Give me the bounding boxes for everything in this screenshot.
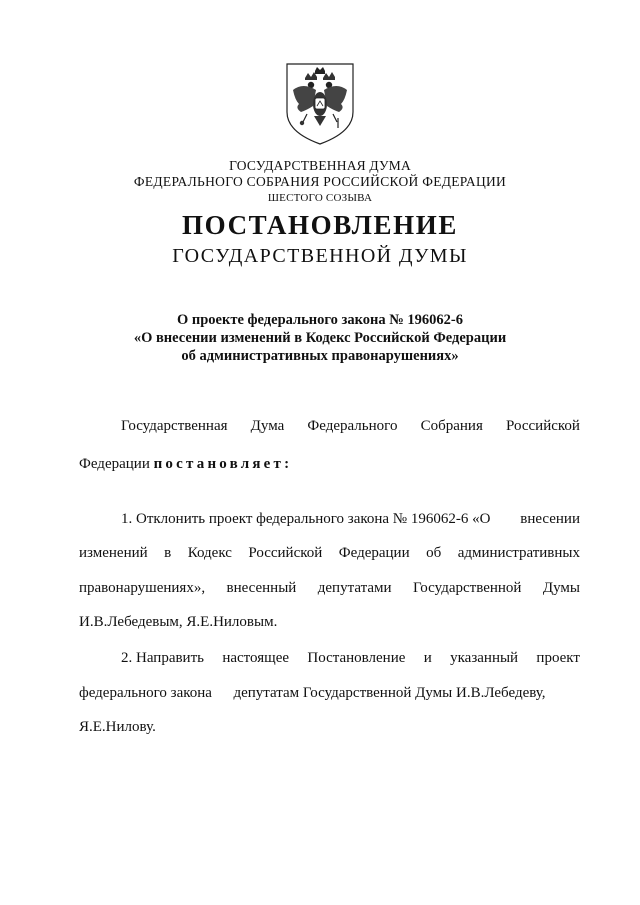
item1-word: административных [457, 545, 580, 561]
document-type-title: ПОСТАНОВЛЕНИЕ [182, 210, 458, 240]
item1-word: Думы [542, 580, 580, 596]
header-line-duma: ГОСУДАРСТВЕННАЯ ДУМА [229, 158, 411, 173]
item2-word: Постановление [307, 650, 406, 666]
preamble-word: Российской [506, 418, 580, 434]
preamble-word: Федерации [79, 456, 150, 472]
item2-word: указанный [450, 650, 519, 666]
preamble-line-1 [121, 418, 580, 435]
subject-line-2: «О внесении изменений в Кодекс Российской Федерации [133, 330, 507, 346]
item1-line-2 [79, 545, 580, 562]
item1-word: в [164, 545, 172, 561]
item2-text: федерального закона [79, 685, 212, 701]
subject-line-1: О проекте федерального закона № 196062-6 [176, 312, 464, 328]
item2-word: и [423, 650, 432, 666]
item1-word: Федерации [338, 545, 410, 561]
item1-text: внесении [520, 511, 580, 527]
preamble-line-2 [79, 456, 292, 473]
header-line-convocation: ШЕСТОГО СОЗЫВА [267, 192, 373, 204]
item1-word: правонарушениях», [79, 580, 206, 596]
item2-word: проект [536, 650, 580, 666]
preamble-word: Государственная [121, 418, 228, 434]
item2-line-1 [121, 650, 580, 667]
decree-word: постановляет: [153, 456, 293, 472]
item1-word: изменений [79, 545, 148, 561]
header-line-federal-assembly: ФЕДЕРАЛЬНОГО СОБРАНИЯ РОССИЙСКОЙ ФЕДЕРАЦИИ [133, 174, 507, 189]
subject-line-3: об административных правонарушениях» [181, 348, 459, 364]
item2-word: настоящее [222, 650, 290, 666]
item1-word: депутатами [317, 580, 392, 596]
item1-line-4: И.В.Лебедевым, Я.Е.Ниловым. [79, 614, 278, 630]
item1-word: Государственной [412, 580, 522, 596]
item1-line-1 [121, 511, 580, 528]
item1-word: Российской [248, 545, 323, 561]
document-issuer: ГОСУДАРСТВЕННОЙ ДУМЫ [172, 245, 468, 267]
item1-word: об [426, 545, 442, 561]
item2-word: 2. Направить [121, 650, 204, 666]
item2-line-3: Я.Е.Нилову. [79, 719, 156, 735]
coat-of-arms-icon [283, 60, 357, 148]
item1-text: 1. Отклонить проект федерального закона № 196062-6 «О [121, 511, 491, 527]
item1-line-3 [79, 580, 580, 597]
preamble-word: Дума [250, 418, 285, 434]
item1-word: внесенный [226, 580, 297, 596]
preamble-word: Собрания [420, 418, 483, 434]
item2-text: депутатам Государственной Думы И.В.Лебедеву, [233, 685, 546, 701]
preamble-word: Федерального [307, 418, 398, 434]
item2-line-2 [79, 685, 546, 702]
item1-word: Кодекс [187, 545, 232, 561]
